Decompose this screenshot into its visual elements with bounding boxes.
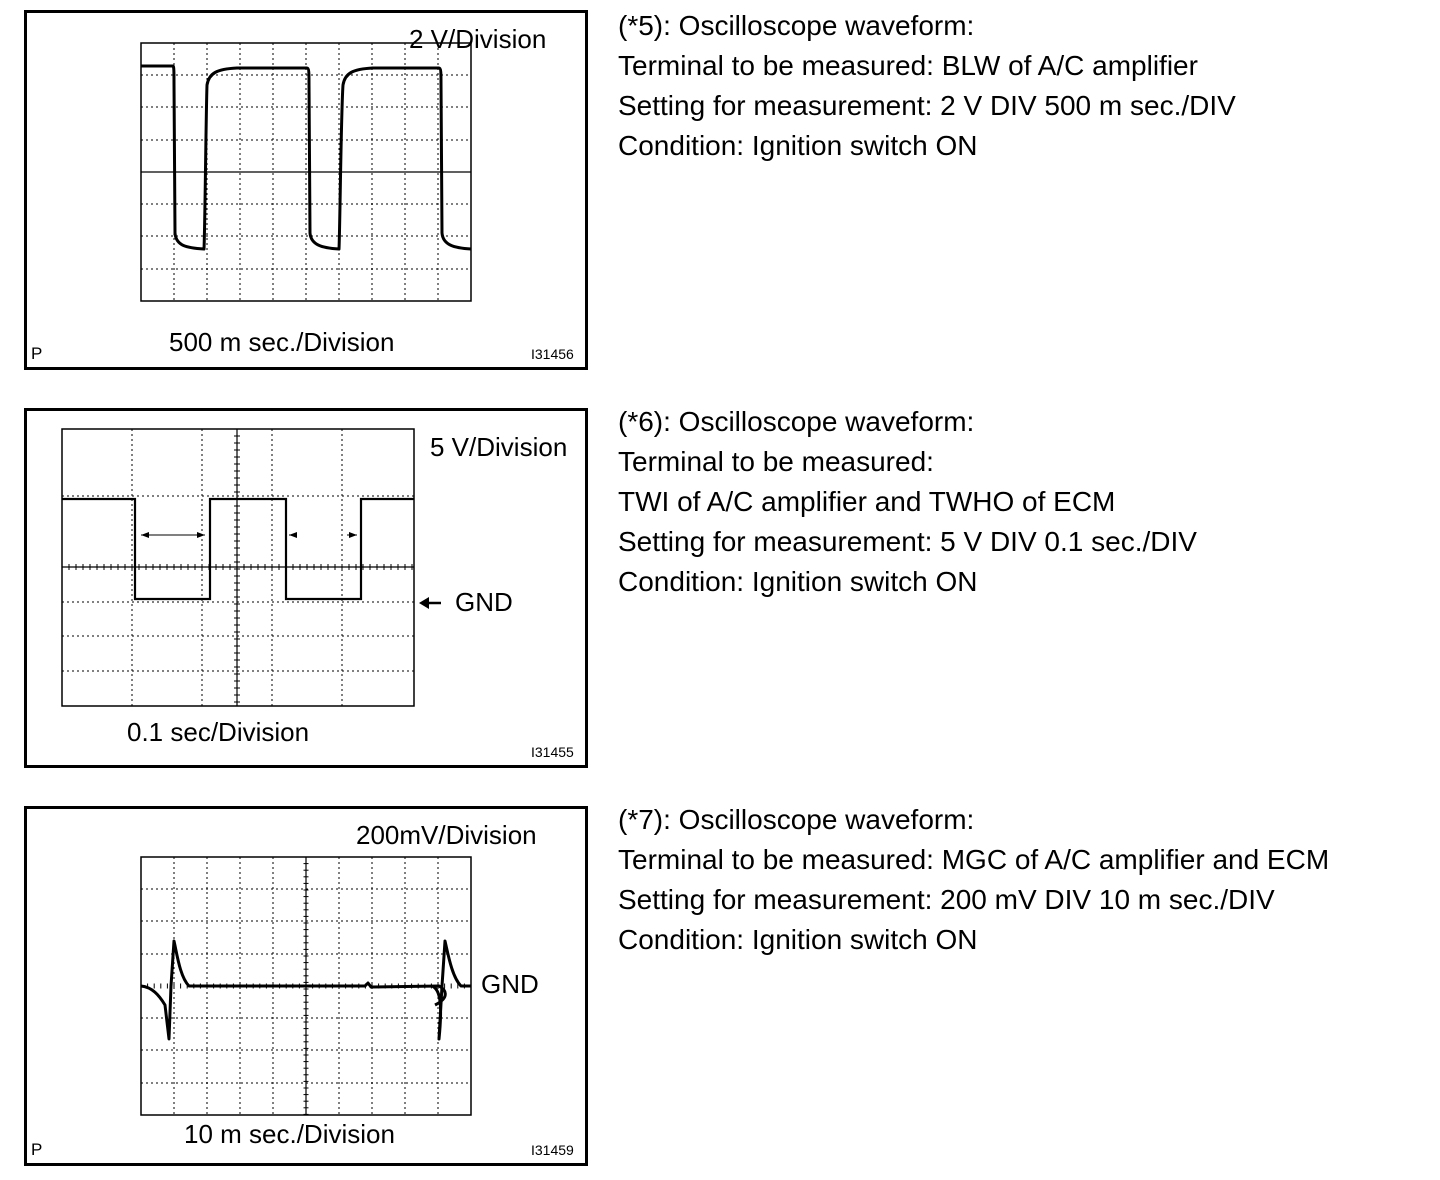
description-line: Setting for measurement: 2 V DIV 500 m sec./DIV: [618, 90, 1236, 121]
volts-per-division-label: 5 V/Division: [430, 432, 568, 462]
description-line: Terminal to be measured: MGC of A/C amplifier and ECM: [618, 844, 1330, 875]
figure-code: I31456: [531, 346, 574, 362]
gnd-label: GND: [481, 969, 539, 999]
square-waveform: [62, 499, 414, 599]
volts-per-division-label: 200mV/Division: [356, 820, 537, 850]
description-twi: [618, 402, 1197, 602]
description-line: Setting for measurement: 200 mV DIV 10 m sec./DIV: [618, 884, 1275, 915]
description-blw: [618, 6, 1236, 166]
corner-marker: P: [31, 1140, 43, 1159]
description-line: TWI of A/C amplifier and TWHO of ECM: [618, 486, 1116, 517]
volts-per-division-label: 2 V/Division: [409, 24, 547, 54]
description-line: Terminal to be measured: BLW of A/C amplifier: [618, 50, 1198, 81]
description-line: (*7): Oscilloscope waveform:: [618, 804, 975, 835]
description-line: Condition: Ignition switch ON: [618, 566, 978, 597]
description-mgc: [618, 800, 1329, 960]
oscilloscope-screen-blw: [27, 13, 585, 367]
description-line: (*6): Oscilloscope waveform:: [618, 406, 975, 437]
corner-marker: P: [31, 344, 43, 363]
time-per-division-label: 10 m sec./Division: [184, 1119, 395, 1149]
time-per-division-label: 0.1 sec/Division: [127, 717, 310, 747]
waveform-panel-blw: [24, 10, 588, 370]
figure-code: I31455: [531, 744, 574, 760]
description-line: Terminal to be measured:: [618, 446, 934, 477]
waveform-panel-mgc: [24, 806, 588, 1166]
description-line: (*5): Oscilloscope waveform:: [618, 10, 975, 41]
description-line: Setting for measurement: 5 V DIV 0.1 sec./DIV: [618, 526, 1197, 557]
figure-code: I31459: [531, 1142, 574, 1158]
gnd-label: GND: [455, 587, 513, 617]
description-line: Condition: Ignition switch ON: [618, 924, 978, 955]
description-line: Condition: Ignition switch ON: [618, 130, 978, 161]
period-arrows: [141, 532, 357, 538]
gnd-arrow-icon: [419, 597, 441, 609]
time-per-division-label: 500 m sec./Division: [169, 327, 395, 357]
waveform-panel-twi: [24, 408, 588, 768]
